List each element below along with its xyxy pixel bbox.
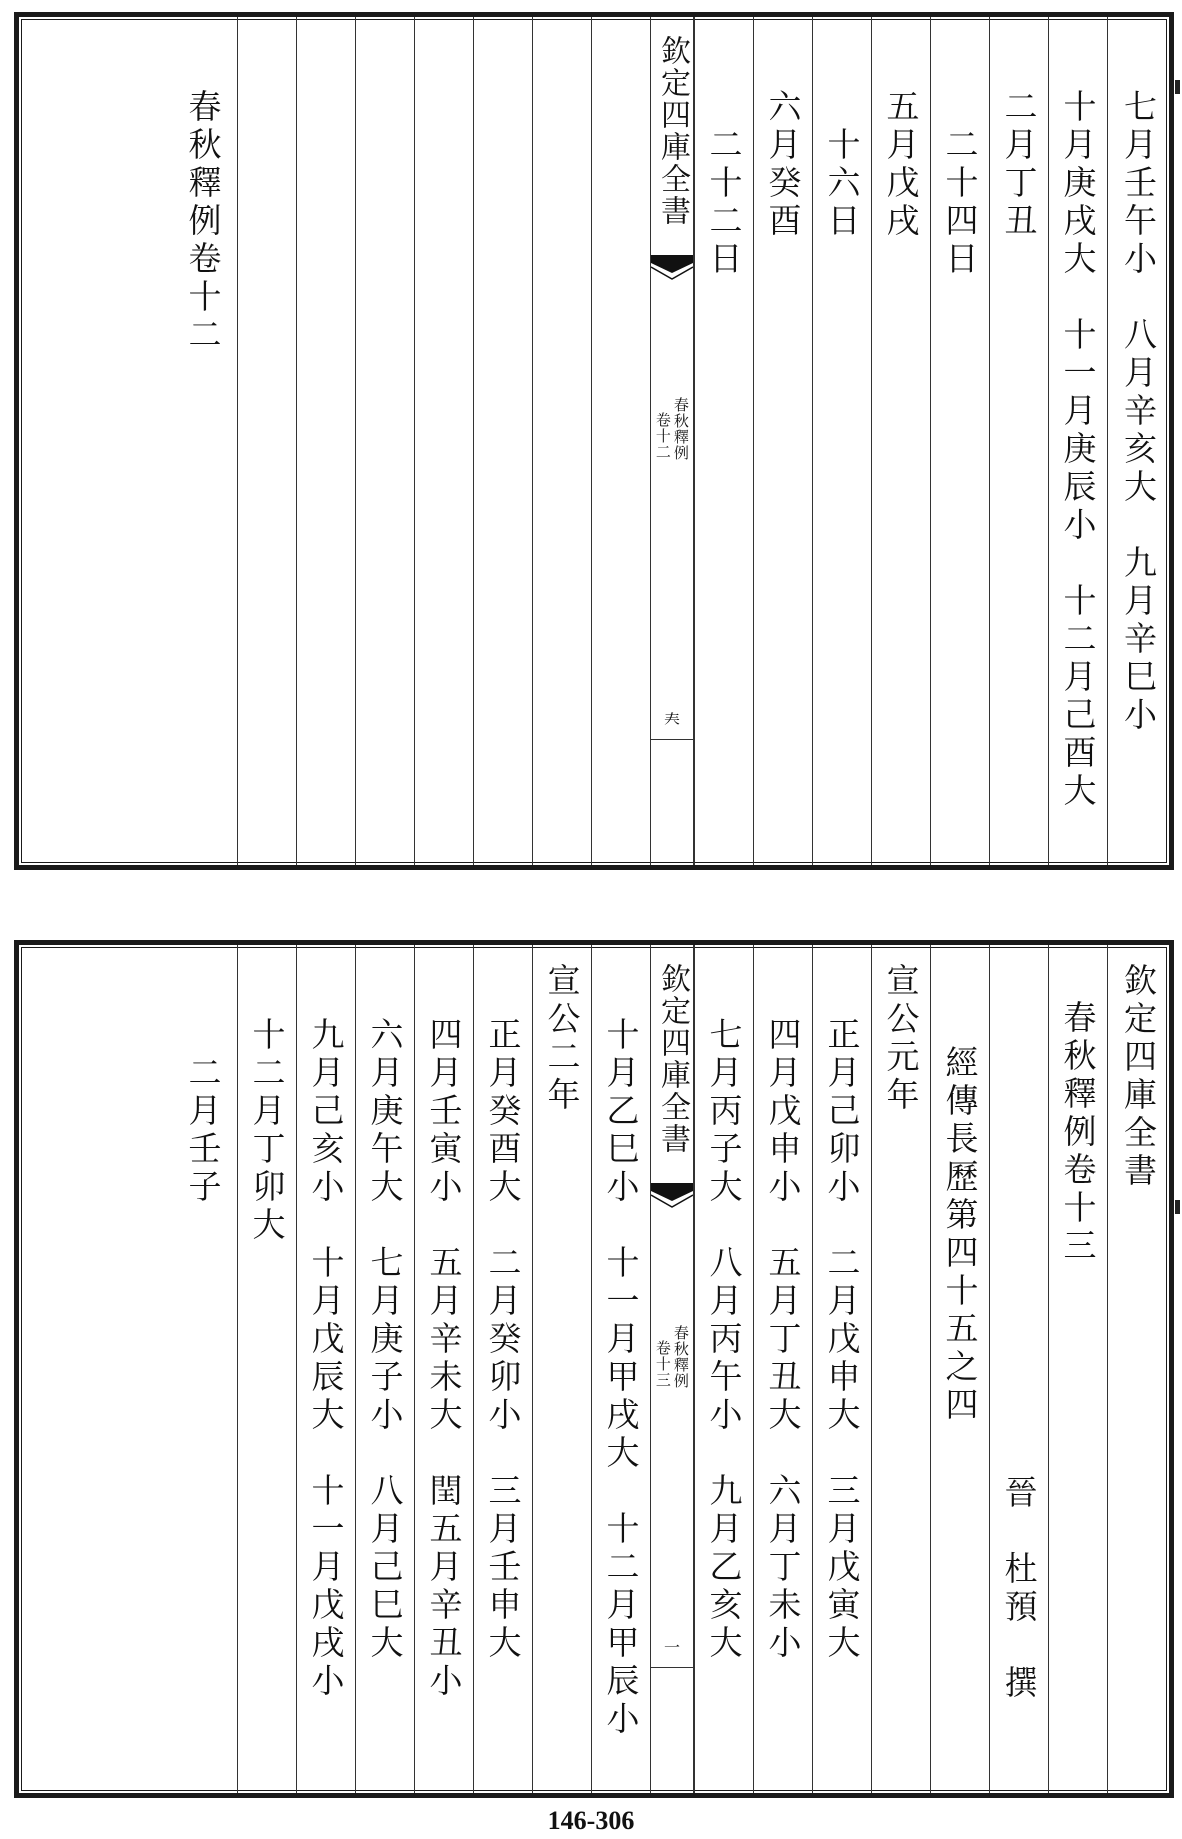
scan-edge-mark bbox=[1175, 80, 1180, 94]
column-text: 七月丙子大 八月丙午小 九月乙亥大 bbox=[704, 1017, 744, 1663]
gutter-page-number: 𡗗 bbox=[663, 710, 680, 729]
center-gutter bbox=[650, 17, 694, 865]
fish-tail-mark bbox=[651, 255, 693, 285]
column-text: 七月壬午小 八月辛亥大 九月辛巳小 bbox=[1119, 89, 1158, 735]
text-column bbox=[237, 945, 296, 1793]
text-column bbox=[296, 945, 355, 1793]
text-column bbox=[753, 945, 812, 1793]
column-text: 二月壬子 bbox=[183, 1055, 223, 1207]
center-gutter bbox=[650, 945, 694, 1793]
column-text: 四月壬寅小 五月辛未大 閏五月辛丑小 bbox=[424, 1017, 464, 1701]
text-column bbox=[1048, 17, 1107, 865]
column-text: 六月癸酉 bbox=[763, 89, 803, 241]
column-text: 五月戊戌 bbox=[881, 89, 921, 241]
text-column bbox=[930, 17, 989, 865]
text-column bbox=[812, 945, 871, 1793]
text-column bbox=[753, 17, 812, 865]
text-column bbox=[414, 17, 473, 865]
column-text: 六月庚午大 七月庚子小 八月己巳大 bbox=[365, 1017, 405, 1663]
text-column bbox=[473, 17, 532, 865]
column-text: 宣公元年 bbox=[881, 963, 921, 1115]
column-text: 十二月丁卯大 bbox=[247, 1017, 287, 1245]
text-column bbox=[169, 945, 237, 1793]
text-column bbox=[1048, 945, 1107, 1793]
column-text: 正月己卯小 二月戊申大 三月戊寅大 bbox=[822, 1017, 862, 1663]
gutter-rule bbox=[651, 739, 693, 740]
column-text: 欽定四庫全書 bbox=[1119, 963, 1158, 1191]
text-column bbox=[591, 945, 650, 1793]
text-column bbox=[296, 17, 355, 865]
text-column bbox=[1107, 17, 1169, 865]
column-text: 九月己亥小 十月戊辰大 十一月戊戌小 bbox=[306, 1017, 346, 1701]
text-column bbox=[930, 945, 989, 1793]
text-column bbox=[355, 17, 414, 865]
gutter-book-title: 春秋釋例 bbox=[671, 1325, 690, 1389]
text-column bbox=[169, 17, 237, 865]
column-text: 十月乙巳小 十一月甲戌大 十二月甲辰小 bbox=[601, 1017, 641, 1739]
column-text: 十月庚戌大 十一月庚辰小 十二月己酉大 bbox=[1058, 89, 1098, 811]
text-column bbox=[414, 945, 473, 1793]
bottom-page bbox=[14, 940, 1174, 1798]
scan-edge-mark bbox=[1175, 1200, 1180, 1214]
text-column bbox=[473, 945, 532, 1793]
page-number: 146-306 bbox=[547, 1806, 635, 1835]
gutter-title: 欽定四庫全書 bbox=[655, 963, 690, 1155]
column-text: 春秋釋例卷十二 bbox=[183, 89, 223, 355]
column-text: 二十二日 bbox=[704, 127, 744, 279]
text-column bbox=[237, 17, 296, 865]
column-text: 春秋釋例卷十三 bbox=[1058, 1000, 1098, 1266]
gutter-volume: 卷十三 bbox=[653, 1340, 672, 1388]
gutter-rule bbox=[651, 1667, 693, 1668]
column-text: 二十四日 bbox=[940, 127, 980, 279]
column-text: 經傳長歷第四十五之四 bbox=[940, 1045, 980, 1425]
column-text: 四月戊申小 五月丁丑大 六月丁未小 bbox=[763, 1017, 803, 1663]
text-column bbox=[871, 945, 930, 1793]
fish-tail-mark bbox=[651, 1183, 693, 1213]
column-text: 二月丁丑 bbox=[999, 89, 1039, 241]
gutter-title: 欽定四庫全書 bbox=[655, 35, 690, 227]
top-page bbox=[14, 12, 1174, 870]
gutter-page-number: 一 bbox=[663, 1638, 680, 1657]
column-text: 晉 杜預 撰 bbox=[999, 1475, 1039, 1703]
text-column bbox=[871, 17, 930, 865]
text-column bbox=[591, 17, 650, 865]
gutter-book-title: 春秋釋例 bbox=[671, 397, 690, 461]
text-column bbox=[532, 945, 591, 1793]
text-column bbox=[694, 945, 753, 1793]
text-column bbox=[694, 17, 753, 865]
column-text: 正月癸酉大 二月癸卯小 三月壬申大 bbox=[483, 1017, 523, 1663]
text-column bbox=[989, 17, 1048, 865]
gutter-volume: 卷十二 bbox=[653, 412, 672, 460]
text-column bbox=[355, 945, 414, 1793]
column-text: 十六日 bbox=[822, 127, 862, 241]
text-column bbox=[989, 945, 1048, 1793]
text-column bbox=[532, 17, 591, 865]
text-column bbox=[1107, 945, 1169, 1793]
column-text: 宣公二年 bbox=[542, 963, 582, 1115]
text-column bbox=[812, 17, 871, 865]
